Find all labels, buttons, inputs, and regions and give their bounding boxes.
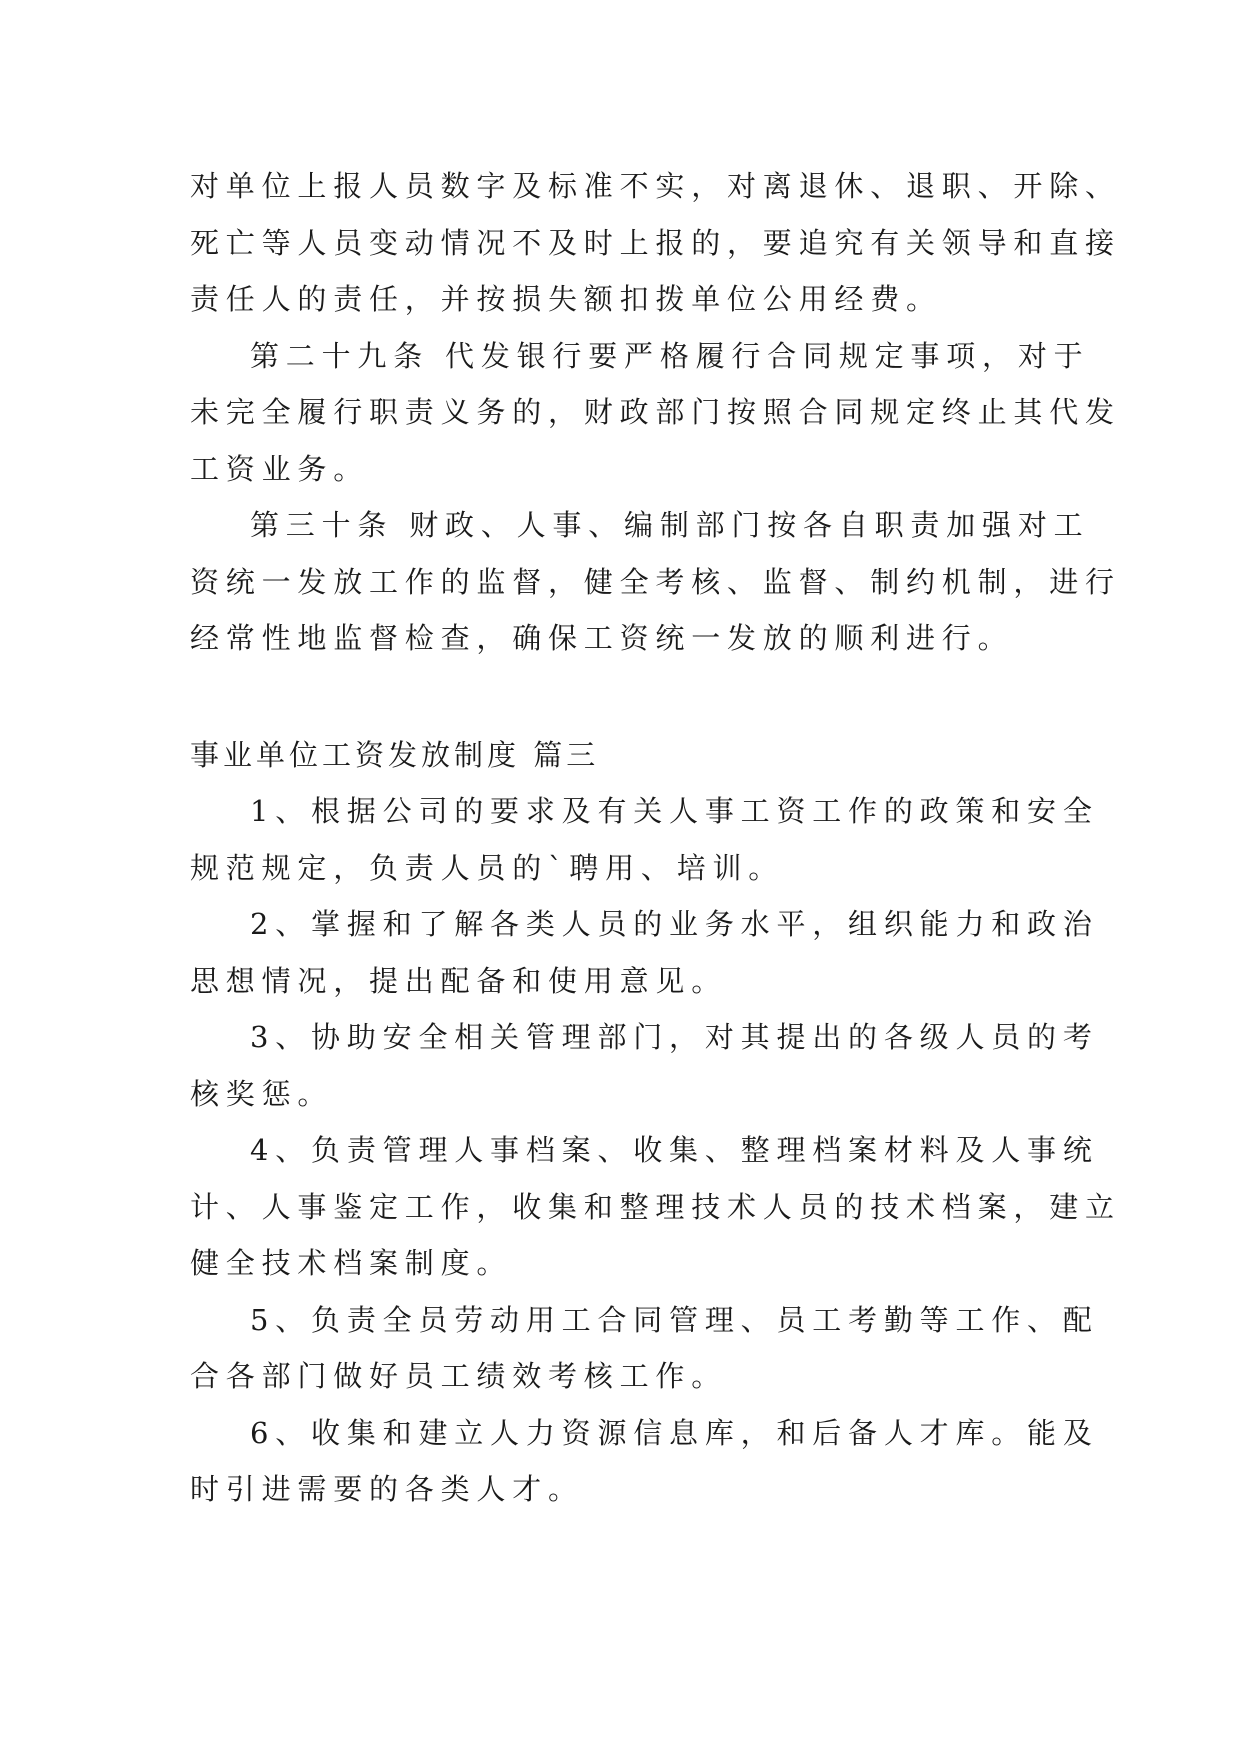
text-line: 6、收集和建立人力资源信息库，和后备人才库。能及 [250,1415,1099,1450]
list-item-5 [190,1292,1099,1405]
document-body [190,158,1121,1518]
text-line: 4、负责管理人事档案、收集、整理档案材料及人事统 [250,1133,1099,1167]
text-line: 资统一发放工作的监督，健全考核、监督、制约机制，进行 [190,564,1121,599]
text-line: 规范规定，负责人员的`聘用、培训。 [190,850,785,885]
section-heading [190,727,1050,784]
text-line: 3、协助安全相关管理部门，对其提出的各级人员的考 [250,1020,1099,1054]
text-line: 核奖惩。 [190,1076,334,1111]
text-line: 5、负责全员劳动用工合同管理、员工考勤等工作、配 [250,1302,1099,1337]
list-item-1 [190,783,1099,896]
text-line: 思想情况，提出配备和使用意见。 [190,963,728,998]
paragraph-staff-reporting [190,158,1121,328]
text-line: 健全技术档案制度。 [190,1246,513,1280]
text-line: 计、人事鉴定工作，收集和整理技术人员的技术档案，建立 [190,1189,1121,1224]
section-heading-text: 事业单位工资发放制度 篇三 [190,737,600,772]
text-line: 第三十条 财政、人事、编制部门按各自职责加强对工 [250,508,1090,542]
text-line: 对单位上报人员数字及标准不实，对离退休、退职、开除、 [190,169,1121,203]
list-item-2 [190,896,1099,1009]
text-line: 1、根据公司的要求及有关人事工资工作的政策和安全 [250,794,1099,828]
text-line: 时引进需要的各类人才。 [190,1472,584,1506]
text-line: 经常性地监督检查，确保工资统一发放的顺利进行。 [190,621,1014,655]
text-line: 第二十九条 代发银行要严格履行合同规定事项，对于 [250,338,1090,373]
text-line: 工资业务。 [190,451,370,486]
text-line: 合各部门做好员工绩效考核工作。 [190,1359,728,1393]
text-line: 2、掌握和了解各类人员的业务水平，组织能力和政治 [250,907,1099,941]
list-item-4 [190,1122,1121,1292]
list-item-6 [190,1405,1099,1518]
article-30-paragraph [190,497,1121,667]
text-line: 责任人的责任，并按损失额扣拨单位公用经费。 [190,282,942,316]
list-item-3 [190,1009,1099,1122]
text-line: 死亡等人员变动情况不及时上报的，要追究有关领导和直接 [190,225,1121,260]
text-line: 未完全履行职责义务的，财政部门按照合同规定终止其代发 [190,395,1121,429]
article-29-paragraph [190,328,1121,498]
